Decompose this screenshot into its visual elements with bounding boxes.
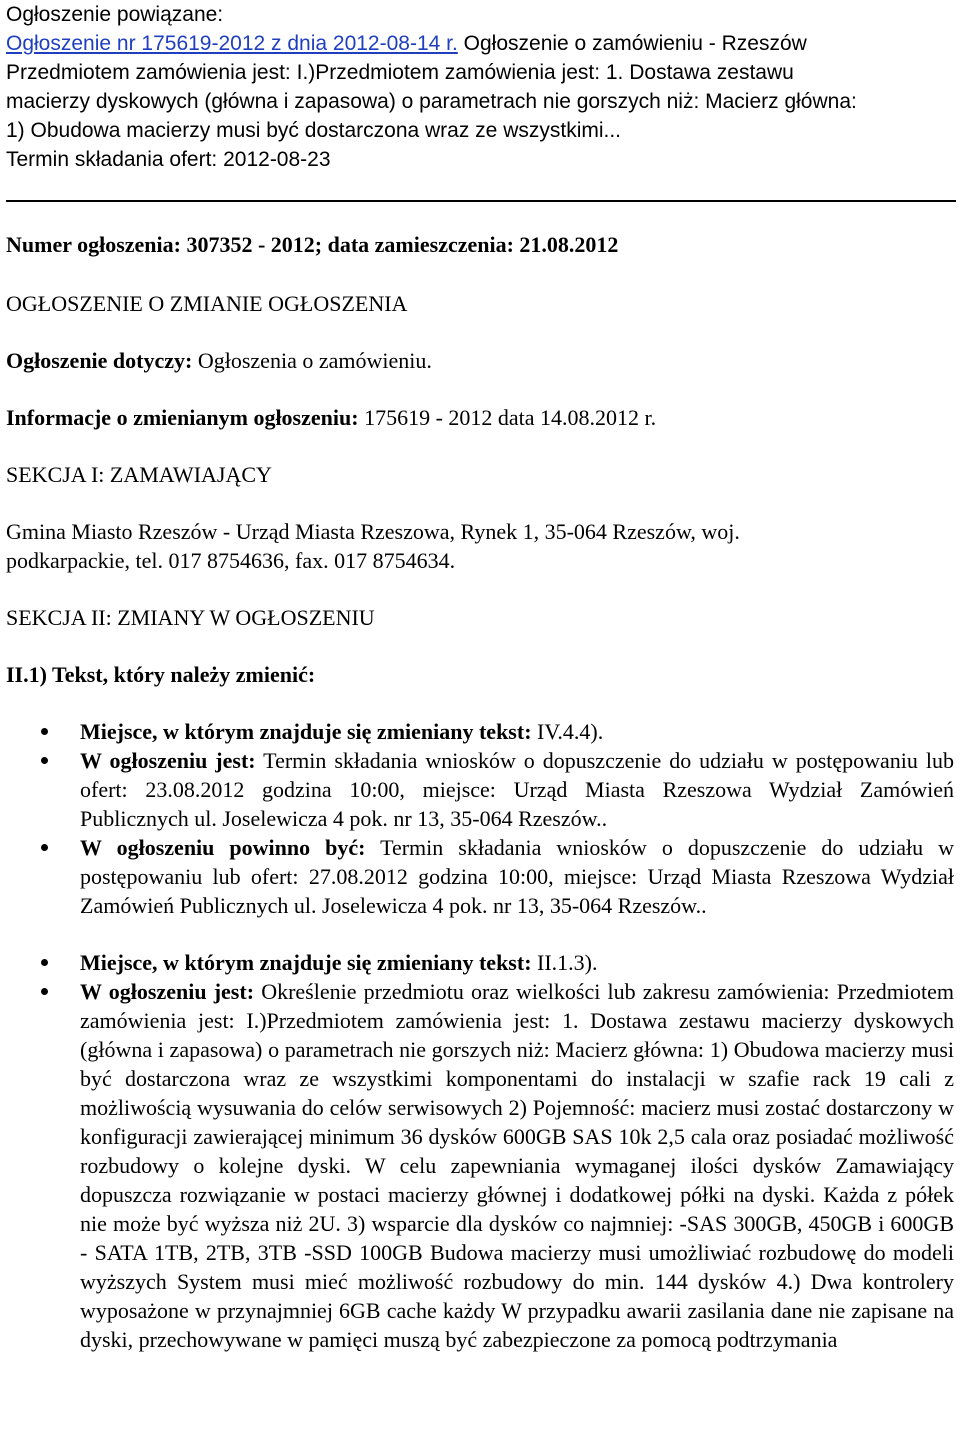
change-list-1: [6, 717, 954, 920]
change-1-should-label: W ogłoszeniu powinno być:: [80, 835, 366, 860]
notice-concerns-value: Ogłoszenia o zamówieniu.: [192, 348, 432, 373]
change-1-place: [80, 717, 954, 746]
notice-type-title: OGŁOSZENIE O ZMIANIE OGŁOSZENIA: [6, 291, 408, 316]
notice-number-line: Numer ogłoszenia: 307352 - 2012; data zamieszczenia: 21.08.2012: [6, 232, 619, 257]
horizontal-divider: [6, 200, 956, 202]
change-2-place-label: Miejsce, w którym znajduje się zmieniany tekst:: [80, 950, 532, 975]
section-1-line-1: Gmina Miasto Rzeszów - Urząd Miasta Rzeszowa, Rynek 1, 35-064 Rzeszów, woj.: [6, 519, 740, 544]
change-1-is: [80, 746, 954, 833]
change-2-is-value: Określenie przedmiotu oraz wielkości lub zakresu zamówienia: Przedmiotem zamówienia jest: I.)Przedmiotem zamówienia jest: 1. Dostawa zestawu macierzy dyskowych (główna i zapasowa) o parametrach nie gorszych niż: Macierz główna: 1) Obudowa macierzy musi być dostarczona wraz ze wszystkimi komponentami do instalacji w szafie rack 19 cali z możliwością wysuwania do celów serwisowych 2) Pojemność: macierz musi zostać dostarczony w konfiguracji zawierającej minimum 36 dysków 600GB SAS 10k 2,5 cala oraz posiadać możliwość rozbudowy o kolejne dyski. W celu zapewniania wymaganej ilości dysków Zamawiający dopuszcza rozwiązanie w postaci macierzy głównej i dodatkowej półki na dyski. Każda z półek nie może być wyższa niż 2U. 3) wsparcie dla dysków co najmniej: -SAS 300GB, 450GB i 600GB - SATA 1TB, 2TB, 3TB -SSD 100GB Budowa macierzy musi umożliwiać rozbudowę do modeli wyższych System musi mieć możliwość rozbudowy do min. 144 dysków 4.) Dwa kontrolery wyposażone w przynajmniej 6GB cache każdy W przypadku awarii zasilania dane nie zapisane na dyski, przechowywane w pamięci muszą być zabezpieczone za pomocą podtrzymania: [80, 979, 954, 1352]
related-line-1-rest: Ogłoszenie o zamówieniu - Rzeszów: [457, 32, 807, 55]
section-1-title: SEKCJA I: ZAMAWIAJĄCY: [6, 462, 272, 487]
notice-concerns-label: Ogłoszenie dotyczy:: [6, 348, 193, 373]
related-notice-block: [0, 0, 960, 174]
change-1-place-value: IV.4.4).: [531, 719, 604, 744]
change-1-should-value: Termin składania wniosków o dopuszczenie do udziału w postępowaniu lub ofert: 27.08.2012 godzina 10:00, miejsce: Urząd Miasta Rzeszowa Wydział Zamówień Publicznych ul. Joselewicza 4 pok. nr 13, 35-064 Rzeszów..: [80, 835, 954, 918]
change-2-is: [80, 977, 954, 1354]
notice-info-label: Informacje o zmienianym ogłoszeniu:: [6, 405, 359, 430]
section-2-title: SEKCJA II: ZMIANY W OGŁOSZENIU: [6, 605, 375, 630]
notice-body: [0, 230, 960, 1354]
section-1-line-2: podkarpackie, tel. 017 8754636, fax. 017 8754634.: [6, 548, 456, 573]
related-line-3: macierzy dyskowych (główna i zapasowa) o parametrach nie gorszych niż: Macierz główna:: [6, 90, 857, 113]
change-1-is-value: Termin składania wniosków o dopuszczenie do udziału w postępowaniu lub ofert: 23.08.2012 godzina 10:00, miejsce: Urząd Miasta Rzeszowa Wydział Zamówień Publicznych ul. Joselewicza 4 pok. nr 13, 35-064 Rzeszów..: [80, 748, 954, 831]
related-line-1: [6, 29, 954, 58]
change-list-2: [6, 948, 954, 1354]
change-1-should: [80, 833, 954, 920]
notice-info-value: 175619 - 2012 data 14.08.2012 r.: [358, 405, 657, 430]
related-heading: Ogłoszenie powiązane:: [6, 3, 224, 26]
notice-info: [6, 403, 954, 432]
notice-concerns: [6, 346, 954, 375]
change-2-is-label: W ogłoszeniu jest:: [80, 979, 255, 1004]
related-notice-link[interactable]: Ogłoszenie nr 175619-2012 z dnia 2012-08-14 r.: [6, 32, 458, 55]
change-1-place-label: Miejsce, w którym znajduje się zmieniany tekst:: [80, 719, 532, 744]
related-line-2: Przedmiotem zamówienia jest: I.)Przedmiotem zamówienia jest: 1. Dostawa zestawu: [6, 61, 794, 84]
related-deadline: Termin składania ofert: 2012-08-23: [6, 148, 331, 171]
change-2-place-value: II.1.3).: [531, 950, 598, 975]
change-2-place: [80, 948, 954, 977]
related-line-4: 1) Obudowa macierzy musi być dostarczona wraz ze wszystkimi...: [6, 119, 622, 142]
subsection-title: II.1) Tekst, który należy zmienić:: [6, 662, 316, 687]
change-1-is-label: W ogłoszeniu jest:: [80, 748, 256, 773]
